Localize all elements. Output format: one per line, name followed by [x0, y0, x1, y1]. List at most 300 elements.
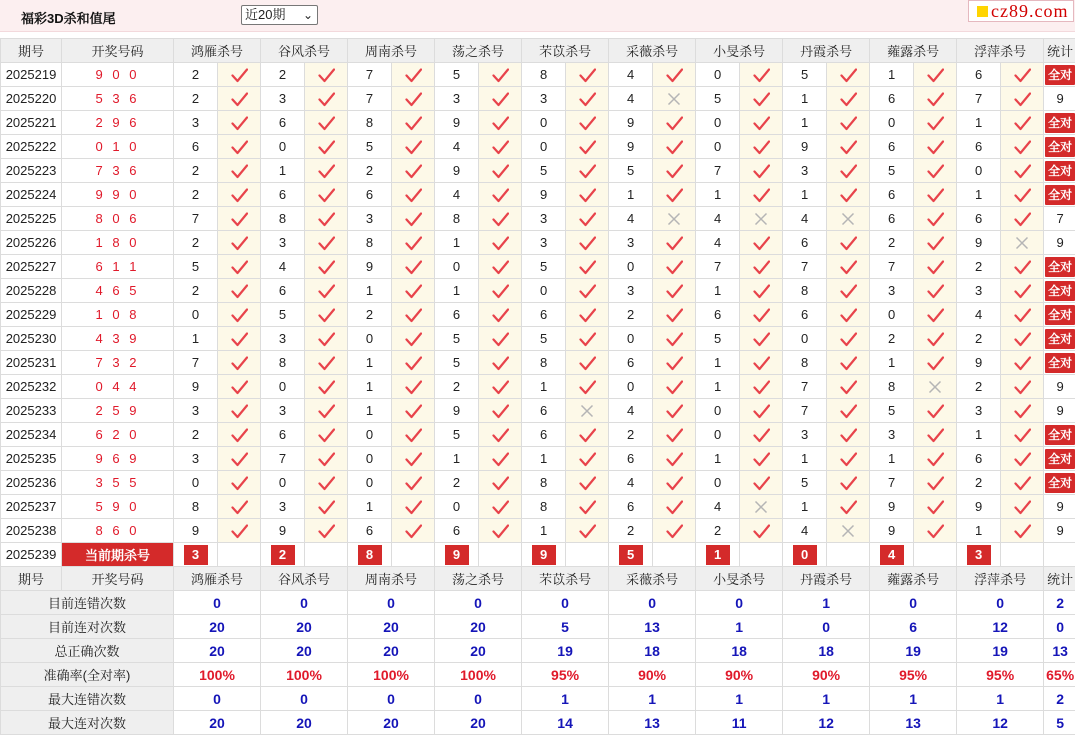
period-range-value: 近20期	[245, 7, 285, 22]
check-icon	[479, 471, 522, 495]
kill-number-cell: 7	[870, 255, 914, 279]
check-icon	[1001, 399, 1044, 423]
all-correct-badge: 全对	[1045, 305, 1075, 325]
all-correct-badge: 全对	[1045, 113, 1075, 133]
table-row	[1, 255, 1075, 279]
kill-number-cell: 0	[522, 135, 566, 159]
blank-cell	[392, 543, 435, 567]
table-row	[1, 159, 1075, 183]
check-icon	[305, 375, 348, 399]
header-expert: 小旻杀号	[696, 39, 783, 63]
stat-cell: 9	[1044, 399, 1075, 423]
check-icon	[305, 183, 348, 207]
kill-number-cell: 0	[261, 375, 305, 399]
check-icon	[305, 87, 348, 111]
header-expert: 谷风杀号	[261, 39, 348, 63]
header-expert: 鸿雁杀号	[174, 39, 261, 63]
kill-number-cell: 6	[696, 303, 740, 327]
stat-cell	[1044, 183, 1075, 207]
summary-value: 0	[261, 687, 348, 711]
check-icon	[740, 423, 783, 447]
check-icon	[914, 279, 957, 303]
kill-number-cell: 0	[174, 471, 218, 495]
current-kill-cell	[957, 543, 1001, 567]
draw-number-cell: 0 1 0	[62, 135, 174, 159]
kill-number-cell: 5	[609, 159, 653, 183]
stat-cell: 9	[1044, 375, 1075, 399]
check-icon	[914, 447, 957, 471]
check-icon	[566, 303, 609, 327]
check-icon	[392, 135, 435, 159]
check-icon	[566, 159, 609, 183]
kill-number-cell: 8	[522, 351, 566, 375]
kill-number-cell: 8	[783, 279, 827, 303]
kill-number-cell: 2	[174, 423, 218, 447]
header-expert: 浮萍杀号	[957, 567, 1044, 591]
check-icon	[218, 327, 261, 351]
kill-number-cell: 2	[870, 327, 914, 351]
kill-number-cell: 6	[261, 423, 305, 447]
check-icon	[392, 495, 435, 519]
summary-value: 1	[783, 687, 870, 711]
kill-number-cell: 1	[870, 447, 914, 471]
current-kill-cell	[348, 543, 392, 567]
period-range-select[interactable]	[241, 5, 318, 25]
kill-number-cell: 1	[348, 351, 392, 375]
summary-value: 0	[696, 591, 783, 615]
header-expert: 蕹露杀号	[870, 39, 957, 63]
kill-number-cell: 9	[435, 111, 479, 135]
draw-number-cell: 5 3 6	[62, 87, 174, 111]
check-icon	[392, 63, 435, 87]
period-cell: 2025230	[1, 327, 62, 351]
kill-number-cell: 7	[174, 351, 218, 375]
check-icon	[827, 183, 870, 207]
kill-number-cell: 2	[174, 183, 218, 207]
summary-stat: 13	[1044, 639, 1075, 663]
check-icon	[740, 255, 783, 279]
summary-value: 100%	[435, 663, 522, 687]
current-kill-number: 0	[793, 545, 817, 565]
check-icon	[827, 303, 870, 327]
check-icon	[566, 375, 609, 399]
kill-number-cell: 2	[696, 519, 740, 543]
check-icon	[218, 375, 261, 399]
check-icon	[218, 207, 261, 231]
kill-number-cell: 6	[261, 183, 305, 207]
summary-value: 90%	[696, 663, 783, 687]
check-icon	[1001, 87, 1044, 111]
check-icon	[566, 279, 609, 303]
kill-number-cell: 5	[696, 87, 740, 111]
check-icon	[653, 183, 696, 207]
check-icon	[1001, 423, 1044, 447]
kill-number-cell: 2	[261, 63, 305, 87]
check-icon	[1001, 375, 1044, 399]
draw-number-cell: 4 6 5	[62, 279, 174, 303]
check-icon	[914, 327, 957, 351]
check-icon	[653, 471, 696, 495]
table-row	[1, 495, 1075, 519]
summary-row	[1, 711, 1075, 735]
kill-number-cell: 1	[870, 351, 914, 375]
current-kill-cell	[522, 543, 566, 567]
check-icon	[218, 255, 261, 279]
check-icon	[827, 351, 870, 375]
kill-number-cell: 5	[174, 255, 218, 279]
kill-number-cell: 6	[957, 207, 1001, 231]
kill-number-cell: 9	[435, 159, 479, 183]
check-icon	[740, 111, 783, 135]
kill-number-cell: 1	[261, 159, 305, 183]
all-correct-badge: 全对	[1045, 449, 1075, 469]
summary-label: 目前连对次数	[1, 615, 174, 639]
check-icon	[914, 255, 957, 279]
kill-number-cell: 2	[174, 63, 218, 87]
kill-number-cell: 1	[435, 279, 479, 303]
blank-cell	[653, 543, 696, 567]
table-row	[1, 279, 1075, 303]
check-icon	[1001, 63, 1044, 87]
summary-value: 20	[348, 639, 435, 663]
kill-number-cell: 9	[783, 135, 827, 159]
check-icon	[566, 207, 609, 231]
kill-number-cell: 1	[348, 279, 392, 303]
kill-number-cell: 3	[957, 399, 1001, 423]
kill-number-cell: 0	[696, 63, 740, 87]
kill-number-cell: 9	[174, 519, 218, 543]
summary-stat: 2	[1044, 687, 1075, 711]
summary-value: 1	[957, 687, 1044, 711]
kill-number-cell: 1	[957, 183, 1001, 207]
check-icon	[827, 231, 870, 255]
draw-number-cell: 5 9 0	[62, 495, 174, 519]
summary-value: 19	[522, 639, 609, 663]
table-row	[1, 63, 1075, 87]
summary-value: 0	[348, 591, 435, 615]
check-icon	[827, 423, 870, 447]
kill-number-cell: 7	[174, 207, 218, 231]
summary-row	[1, 639, 1075, 663]
kill-number-cell: 3	[174, 447, 218, 471]
all-correct-badge: 全对	[1045, 329, 1075, 349]
kill-number-cell: 6	[783, 231, 827, 255]
check-icon	[566, 519, 609, 543]
check-icon	[1001, 207, 1044, 231]
check-icon	[479, 255, 522, 279]
all-correct-badge: 全对	[1045, 281, 1075, 301]
kill-number-cell: 0	[870, 303, 914, 327]
check-icon	[392, 399, 435, 423]
stat-cell	[1044, 159, 1075, 183]
check-icon	[566, 327, 609, 351]
kill-number-cell: 2	[174, 279, 218, 303]
kill-number-cell: 8	[435, 207, 479, 231]
kill-number-cell: 4	[609, 87, 653, 111]
check-icon	[914, 495, 957, 519]
summary-value: 0	[174, 687, 261, 711]
summary-value: 90%	[609, 663, 696, 687]
all-correct-badge: 全对	[1045, 425, 1075, 445]
draw-number-cell: 0 4 4	[62, 375, 174, 399]
check-icon	[740, 183, 783, 207]
current-kill-cell	[696, 543, 740, 567]
check-icon	[566, 447, 609, 471]
kill-number-cell: 4	[435, 135, 479, 159]
summary-value: 0	[174, 591, 261, 615]
stat-cell	[1044, 423, 1075, 447]
check-icon	[305, 423, 348, 447]
check-icon	[392, 255, 435, 279]
kill-number-cell: 7	[696, 255, 740, 279]
draw-number-cell: 7 3 2	[62, 351, 174, 375]
summary-value: 18	[696, 639, 783, 663]
cross-icon	[827, 519, 870, 543]
kill-number-cell: 9	[348, 255, 392, 279]
kill-number-cell: 0	[696, 111, 740, 135]
kill-number-cell: 1	[609, 183, 653, 207]
kill-number-cell: 9	[609, 111, 653, 135]
kill-number-cell: 5	[261, 303, 305, 327]
check-icon	[827, 279, 870, 303]
all-correct-badge: 全对	[1045, 185, 1075, 205]
kill-number-cell: 9	[435, 399, 479, 423]
kill-number-cell: 2	[348, 159, 392, 183]
table-row	[1, 111, 1075, 135]
kill-number-cell: 9	[957, 231, 1001, 255]
header-expert: 浮萍杀号	[957, 39, 1044, 63]
period-cell: 2025227	[1, 255, 62, 279]
blank-cell	[827, 543, 870, 567]
kill-number-cell: 7	[870, 471, 914, 495]
kill-number-cell: 1	[435, 231, 479, 255]
column-header-row	[1, 39, 1075, 63]
summary-value: 100%	[261, 663, 348, 687]
table-row	[1, 447, 1075, 471]
table-row	[1, 87, 1075, 111]
check-icon	[740, 63, 783, 87]
kill-number-cell: 5	[696, 327, 740, 351]
summary-label: 准确率(全对率)	[1, 663, 174, 687]
check-icon	[392, 279, 435, 303]
kill-number-cell: 4	[261, 255, 305, 279]
kill-number-cell: 9	[609, 135, 653, 159]
kill-number-cell: 0	[435, 255, 479, 279]
check-icon	[479, 495, 522, 519]
current-kill-number: 1	[706, 545, 730, 565]
kill-number-cell: 7	[348, 63, 392, 87]
kill-number-cell: 1	[783, 183, 827, 207]
summary-value: 0	[870, 591, 957, 615]
check-icon	[740, 519, 783, 543]
kill-number-cell: 6	[522, 303, 566, 327]
kill-number-cell: 3	[174, 399, 218, 423]
summary-label: 最大连错次数	[1, 687, 174, 711]
kill-number-cell: 0	[696, 471, 740, 495]
kill-number-cell: 2	[174, 159, 218, 183]
draw-number-cell: 2 5 9	[62, 399, 174, 423]
kill-number-cell: 3	[261, 87, 305, 111]
period-cell: 2025237	[1, 495, 62, 519]
kill-number-cell: 1	[696, 351, 740, 375]
kill-number-cell: 0	[609, 255, 653, 279]
check-icon	[827, 255, 870, 279]
summary-value: 12	[957, 711, 1044, 735]
check-icon	[1001, 159, 1044, 183]
blank-cell	[479, 543, 522, 567]
kill-number-cell: 6	[870, 207, 914, 231]
draw-number-cell: 4 3 9	[62, 327, 174, 351]
summary-value: 95%	[870, 663, 957, 687]
kill-number-cell: 3	[522, 87, 566, 111]
check-icon	[653, 447, 696, 471]
period-cell: 2025238	[1, 519, 62, 543]
check-icon	[653, 159, 696, 183]
summary-value: 1	[696, 687, 783, 711]
kill-number-cell: 2	[957, 327, 1001, 351]
kill-number-cell: 2	[870, 231, 914, 255]
summary-value: 18	[783, 639, 870, 663]
kill-number-cell: 8	[261, 351, 305, 375]
stat-cell: 9	[1044, 87, 1075, 111]
all-correct-badge: 全对	[1045, 65, 1075, 85]
summary-value: 0	[609, 591, 696, 615]
kill-number-cell: 0	[957, 159, 1001, 183]
check-icon	[392, 351, 435, 375]
check-icon	[740, 231, 783, 255]
table-row	[1, 423, 1075, 447]
draw-number-cell: 3 5 5	[62, 471, 174, 495]
kill-number-cell: 1	[522, 447, 566, 471]
period-cell: 2025225	[1, 207, 62, 231]
check-icon	[827, 327, 870, 351]
kill-number-cell: 3	[174, 111, 218, 135]
summary-value: 12	[783, 711, 870, 735]
check-icon	[740, 447, 783, 471]
kill-number-cell: 3	[609, 231, 653, 255]
check-icon	[392, 183, 435, 207]
current-kill-cell	[435, 543, 479, 567]
check-icon	[1001, 111, 1044, 135]
check-icon	[218, 303, 261, 327]
site-logo[interactable]	[968, 0, 1074, 22]
summary-value: 100%	[348, 663, 435, 687]
kill-number-cell: 4	[696, 231, 740, 255]
kill-number-cell: 6	[348, 183, 392, 207]
kill-number-cell: 4	[696, 495, 740, 519]
check-icon	[218, 495, 261, 519]
summary-row	[1, 591, 1075, 615]
header-expert: 丹霞杀号	[783, 39, 870, 63]
current-kill-number: 9	[445, 545, 469, 565]
check-icon	[305, 351, 348, 375]
period-cell: 2025234	[1, 423, 62, 447]
draw-number-cell: 6 2 0	[62, 423, 174, 447]
check-icon	[1001, 135, 1044, 159]
kill-number-cell: 5	[783, 63, 827, 87]
table-row	[1, 351, 1075, 375]
kill-number-cell: 0	[174, 303, 218, 327]
check-icon	[914, 303, 957, 327]
check-icon	[740, 471, 783, 495]
kill-number-cell: 6	[957, 135, 1001, 159]
current-kill-number: 2	[271, 545, 295, 565]
kill-number-cell: 7	[348, 87, 392, 111]
check-icon	[218, 399, 261, 423]
kill-number-cell: 9	[870, 495, 914, 519]
check-icon	[392, 207, 435, 231]
draw-number-cell: 8 0 6	[62, 207, 174, 231]
check-icon	[653, 303, 696, 327]
summary-value: 13	[609, 711, 696, 735]
check-icon	[827, 135, 870, 159]
check-icon	[392, 111, 435, 135]
kill-number-cell: 9	[174, 375, 218, 399]
kill-number-cell: 4	[609, 399, 653, 423]
period-cell: 2025233	[1, 399, 62, 423]
check-icon	[653, 327, 696, 351]
draw-number-cell: 8 6 0	[62, 519, 174, 543]
check-icon	[218, 423, 261, 447]
draw-number-cell: 2 9 6	[62, 111, 174, 135]
summary-stat: 65%	[1044, 663, 1075, 687]
summary-value: 18	[609, 639, 696, 663]
kill-number-cell: 5	[783, 471, 827, 495]
kill-number-cell: 3	[783, 159, 827, 183]
check-icon	[479, 159, 522, 183]
check-icon	[1001, 327, 1044, 351]
check-icon	[740, 303, 783, 327]
check-icon	[392, 327, 435, 351]
header-expert: 芣苡杀号	[522, 567, 609, 591]
check-icon	[827, 375, 870, 399]
kill-number-cell: 6	[609, 351, 653, 375]
blank-cell	[305, 543, 348, 567]
check-icon	[305, 327, 348, 351]
kill-number-cell: 8	[348, 231, 392, 255]
summary-value: 19	[957, 639, 1044, 663]
period-cell: 2025235	[1, 447, 62, 471]
table-row	[1, 207, 1075, 231]
kill-number-cell: 1	[435, 447, 479, 471]
kill-number-cell: 6	[957, 63, 1001, 87]
period-cell: 2025223	[1, 159, 62, 183]
current-kill-cell	[609, 543, 653, 567]
cross-icon	[740, 207, 783, 231]
period-cell: 2025220	[1, 87, 62, 111]
summary-value: 20	[435, 639, 522, 663]
kill-number-cell: 5	[435, 63, 479, 87]
check-icon	[566, 495, 609, 519]
cross-icon	[827, 207, 870, 231]
kill-number-cell: 6	[261, 111, 305, 135]
check-icon	[653, 519, 696, 543]
check-icon	[653, 351, 696, 375]
kill-number-cell: 1	[348, 399, 392, 423]
draw-number-cell: 9 9 0	[62, 183, 174, 207]
check-icon	[914, 183, 957, 207]
summary-value: 1	[609, 687, 696, 711]
check-icon	[218, 111, 261, 135]
summary-value: 0	[261, 591, 348, 615]
draw-number-cell: 1 8 0	[62, 231, 174, 255]
summary-label: 目前连错次数	[1, 591, 174, 615]
check-icon	[305, 159, 348, 183]
check-icon	[1001, 303, 1044, 327]
check-icon	[392, 519, 435, 543]
current-kill-number: 5	[619, 545, 643, 565]
check-icon	[1001, 255, 1044, 279]
